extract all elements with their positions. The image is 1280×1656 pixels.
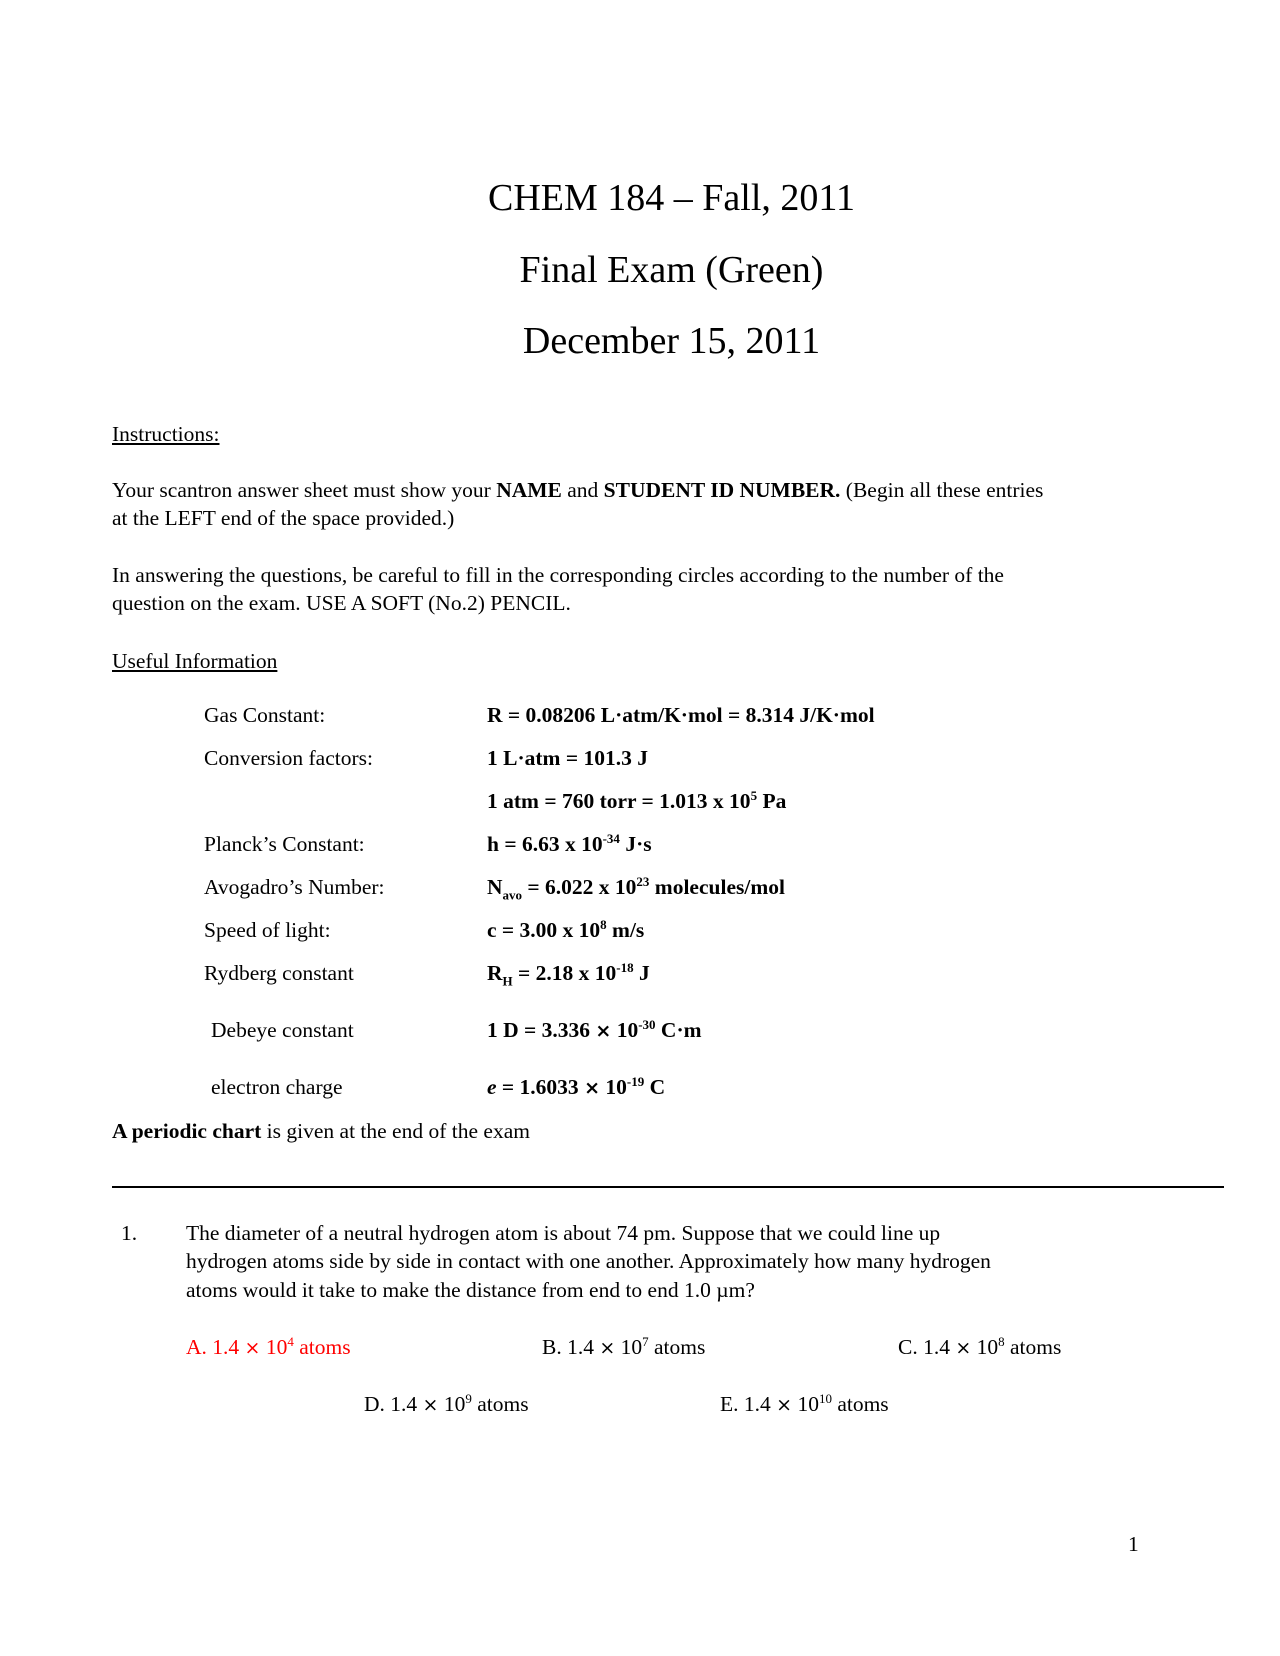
debye-constant-label: Debeye constant: [211, 1018, 354, 1042]
debye-constant-value: 1 $D = 3.336 \times 10^{-30}$ C·m: [487, 1016, 702, 1042]
exam-date-title: December 15, 2011: [522, 320, 821, 362]
exam-course-title: CHEM 184 – Fall, 2011: [488, 177, 855, 219]
section-divider: [112, 1186, 1224, 1188]
avogadro-number-label: Avogadro’s Number:: [204, 875, 385, 899]
instructions-paragraph-1-line-1: Your scantron answer sheet must show your NAME and STUDENT ID NUMBER. (Begin all these entries: [112, 478, 1044, 502]
page-number: 1: [1128, 1532, 1139, 1556]
gas-constant-label: Gas Constant:: [204, 703, 326, 727]
planck-constant-value: h = 6.63 x $10^{-34}$ J·s: [487, 830, 652, 856]
conversion-factor-atm: 1 atm = 760 torr = 1.013 x $10^5$ Pa: [487, 787, 787, 813]
question-1-option-a[interactable]: A. $1.4 \times 10^4$ atoms: [186, 1333, 351, 1359]
rydberg-constant-value: $R_H = 2.18$ x $10^{-18}$ J: [487, 959, 650, 989]
exam-name-title: Final Exam (Green): [519, 249, 824, 291]
speed-of-light-value: c = 3.00 x $10^8$ m/s: [487, 916, 645, 942]
instructions-paragraph-1-line-2: at the LEFT end of the space provided.): [112, 506, 455, 530]
avogadro-number-value: $N_{avo} = 6.022$ x $10^{23}$ molecules/mol: [487, 873, 785, 903]
instructions-paragraph-2-line-1: In answering the questions, be careful to fill in the corresponding circles according to the number of the: [112, 563, 1004, 587]
speed-of-light-label: Speed of light:: [204, 918, 331, 942]
question-1-option-e[interactable]: E. $1.4 \times 10^{10}$ atoms: [720, 1390, 889, 1416]
rydberg-constant-label: Rydberg constant: [204, 961, 354, 985]
question-1-number: 1.: [121, 1221, 138, 1245]
useful-information-heading: Useful Information: [112, 649, 278, 673]
question-1-option-d[interactable]: D. $1.4 \times 10^9$ atoms: [364, 1390, 529, 1416]
instructions-paragraph-2-line-2: question on the exam. USE A SOFT (No.2) PENCIL.: [112, 591, 571, 615]
conversion-factor-latm: 1 L·atm = 101.3 J: [487, 746, 648, 770]
electron-charge-label: electron charge: [211, 1075, 343, 1099]
question-1-option-c[interactable]: C. $1.4 \times 10^8$ atoms: [898, 1333, 1062, 1359]
planck-constant-label: Planck’s Constant:: [204, 832, 365, 856]
gas-constant-value: R = 0.08206 L·atm/K·mol = 8.314 J/K·mol: [487, 703, 875, 727]
question-1-line-2: hydrogen atoms side by side in contact with one another. Approximately how many hydrogen: [186, 1249, 991, 1273]
conversion-factors-label: Conversion factors:: [204, 746, 373, 770]
question-1-line-1: The diameter of a neutral hydrogen atom is about 74 pm. Suppose that we could line up: [186, 1221, 941, 1245]
periodic-chart-note: A periodic chart is given at the end of the exam: [112, 1119, 530, 1143]
question-1-line-3: atoms would it take to make the distance from end to end 1.0 µm?: [186, 1278, 755, 1302]
electron-charge-value: $e = 1.6033 \times 10^{-19}$ C: [487, 1073, 666, 1099]
instructions-heading: Instructions:: [112, 422, 220, 446]
question-1-option-b[interactable]: B. $1.4 \times 10^7$ atoms: [542, 1333, 706, 1359]
